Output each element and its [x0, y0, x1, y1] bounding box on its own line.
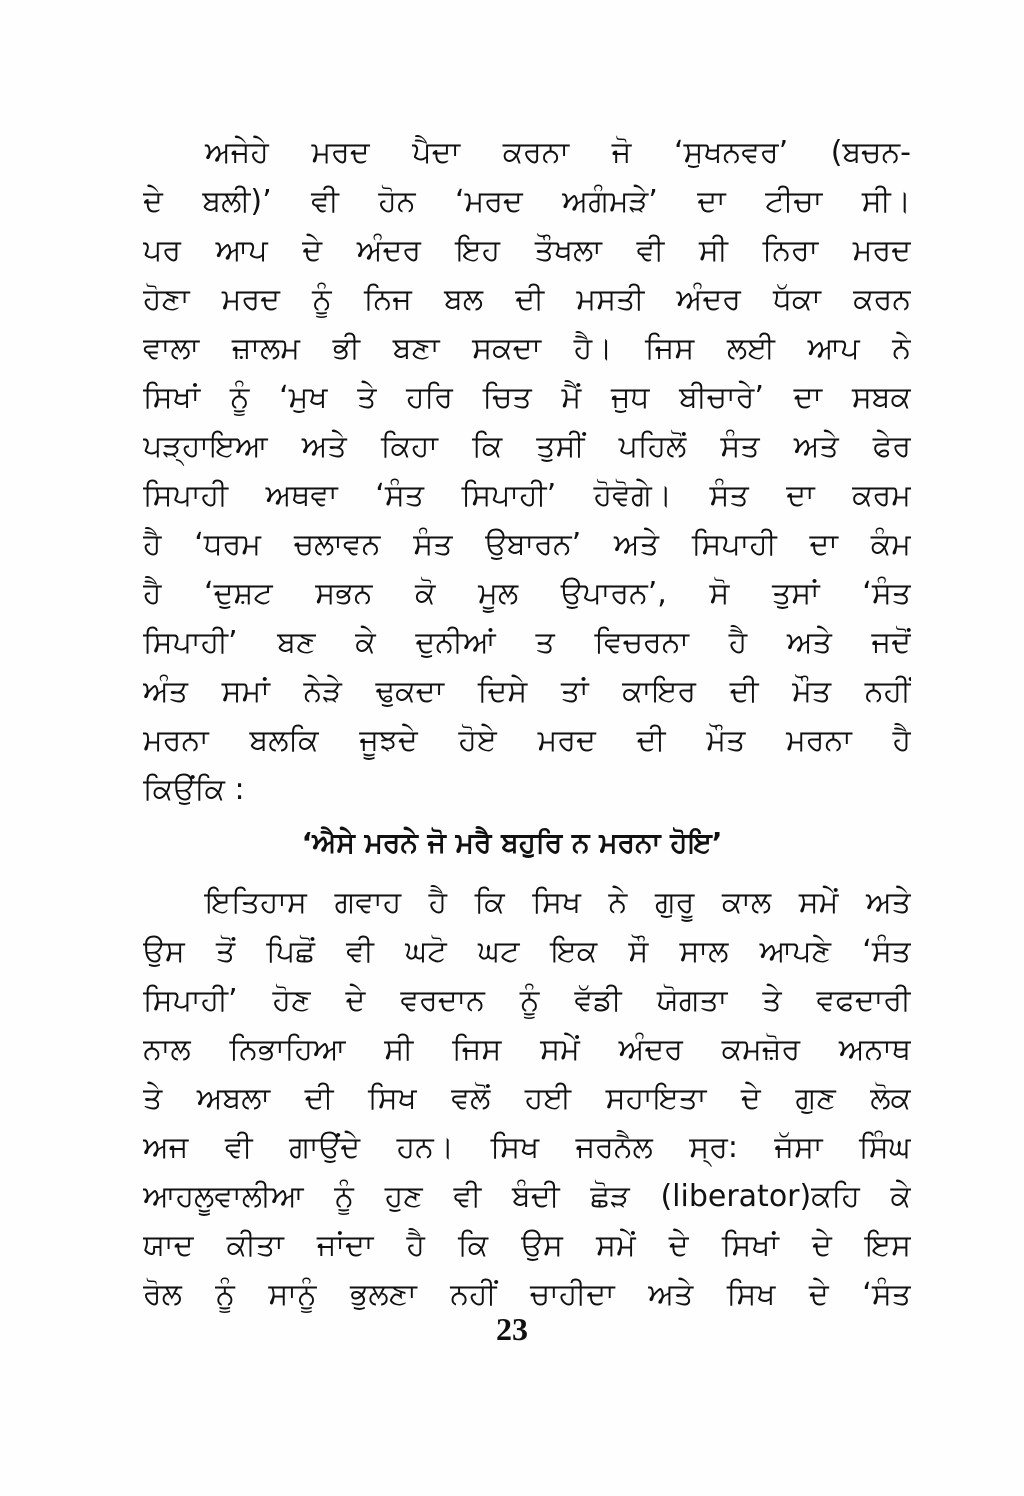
paragraph-1-line: ਪੜ੍ਹਾਇਆ ਅਤੇ ਕਿਹਾ ਕਿ ਤੁਸੀਂ ਪਹਿਲੋਂ ਸੰਤ ਅਤੇ ਫੇਰ: [143, 429, 911, 464]
paragraph-1-line: ਦੇ ਬਲੀ)’ ਵੀ ਹੋਨ ‘ਮਰਦ ਅਗੰਮੜੇ’ ਦਾ ਟੀਚਾ ਸੀ।: [143, 184, 911, 219]
page-number: 23: [496, 1311, 528, 1347]
paragraph-2: [143, 878, 911, 1319]
paragraph-2-line: ਆਹਲੂਵਾਲੀਆ ਨੂੰ ਹੁਣ ਵੀ ਬੰਦੀ ਛੋੜ (liberator)ਕਹਿ ਕੇ: [143, 1179, 911, 1214]
paragraph-1-line: ਸਿਪਾਹੀ ਅਥਵਾ ‘ਸੰਤ ਸਿਪਾਹੀ’ ਹੋਵੋਗੇ। ਸੰਤ ਦਾ ਕਰਮ: [143, 478, 911, 513]
paragraph-1: [143, 128, 911, 814]
quotation: ‘ਐਸੇ ਮਰਨੇ ਜੋ ਮਰੈ ਬਹੁਰਿ ਨ ਮਰਨਾ ਹੋਇ’: [301, 826, 723, 859]
paragraph-2-line: ਇਤਿਹਾਸ ਗਵਾਹ ਹੈ ਕਿ ਸਿਖ ਨੇ ਗੁਰੂ ਕਾਲ ਸਮੇਂ ਅਤੇ: [205, 885, 911, 920]
paragraph-1-line: ਹੈ ‘ਦੁਸ਼ਟ ਸਭਨ ਕੋ ਮੂਲ ਉਪਾਰਨ’, ਸੋ ਤੁਸਾਂ ‘ਸੰਤ: [143, 576, 911, 611]
paragraph-2-line: ਤੇ ਅਬਲਾ ਦੀ ਸਿਖ ਵਲੋਂ ਹਈ ਸਹਾਇਤਾ ਦੇ ਗੁਣ ਲੋਕ: [143, 1081, 911, 1116]
paragraph-1-line: ਅਜੇਹੇ ਮਰਦ ਪੈਦਾ ਕਰਨਾ ਜੋ ‘ਸੁਖਨਵਰ’ (ਬਚਨ-: [205, 135, 911, 170]
paragraph-1-line: ਕਿਉਂਕਿ :: [143, 772, 245, 807]
paragraph-1-line: ਸਿਖਾਂ ਨੂੰ ‘ਮੁਖ ਤੇ ਹਰਿ ਚਿਤ ਮੈਂ ਜੁਧ ਬੀਚਾਰੇ’ ਦਾ ਸਬਕ: [143, 380, 911, 415]
paragraph-2-line: ਅਜ ਵੀ ਗਾਉਂਦੇ ਹਨ। ਸਿਖ ਜਰਨੈਲ ਸ੍ਰ: ਜੱਸਾ ਸਿੰਘ: [143, 1130, 911, 1165]
paragraph-2-line: ਉਸ ਤੋਂ ਪਿਛੋਂ ਵੀ ਘਟੋ ਘਟ ਇਕ ਸੌ ਸਾਲ ਆਪਣੇ ‘ਸੰਤ: [143, 934, 911, 969]
paragraph-1-line: ਪਰ ਆਪ ਦੇ ਅੰਦਰ ਇਹ ਤੌਖਲਾ ਵੀ ਸੀ ਨਿਰਾ ਮਰਦ: [143, 233, 911, 268]
paragraph-1-line: ਅੰਤ ਸਮਾਂ ਨੇੜੇ ਢੁਕਦਾ ਦਿਸੇ ਤਾਂ ਕਾਇਰ ਦੀ ਮੌਤ ਨਹੀਂ: [143, 674, 911, 709]
paragraph-1-line: ਹੋਣਾ ਮਰਦ ਨੂੰ ਨਿਜ ਬਲ ਦੀ ਮਸਤੀ ਅੰਦਰ ਧੱਕਾ ਕਰਨ: [143, 282, 911, 317]
paragraph-2-line: ਯਾਦ ਕੀਤਾ ਜਾਂਦਾ ਹੈ ਕਿ ਉਸ ਸਮੇਂ ਦੇ ਸਿਖਾਂ ਦੇ ਇਸ: [143, 1228, 911, 1263]
paragraph-1-line: ਸਿਪਾਹੀ’ ਬਣ ਕੇ ਦੁਨੀਆਂ ਤ ਵਿਚਰਨਾ ਹੈ ਅਤੇ ਜਦੋਂ: [143, 625, 911, 660]
paragraph-1-line: ਹੈ ‘ਧਰਮ ਚਲਾਵਨ ਸੰਤ ਉਬਾਰਨ’ ਅਤੇ ਸਿਪਾਹੀ ਦਾ ਕੰਮ: [143, 527, 911, 562]
paragraph-1-line: ਵਾਲਾ ਜ਼ਾਲਮ ਭੀ ਬਣਾ ਸਕਦਾ ਹੈ। ਜਿਸ ਲਈ ਆਪ ਨੇ: [143, 331, 911, 366]
paragraph-2-line: ਸਿਪਾਹੀ’ ਹੋਣ ਦੇ ਵਰਦਾਨ ਨੂੰ ਵੱਡੀ ਯੋਗਤਾ ਤੇ ਵਫਦਾਰੀ: [143, 983, 911, 1018]
paragraph-1-line: ਮਰਨਾ ਬਲਕਿ ਜੂਝਦੇ ਹੋਏ ਮਰਦ ਦੀ ਮੌਤ ਮਰਨਾ ਹੈ: [143, 723, 911, 758]
paragraph-2-line: ਰੋਲ ਨੂੰ ਸਾਨੂੰ ਭੁਲਣਾ ਨਹੀਂ ਚਾਹੀਦਾ ਅਤੇ ਸਿਖ ਦੇ ‘ਸੰਤ: [143, 1277, 911, 1312]
paragraph-2-line: ਨਾਲ ਨਿਭਾਹਿਆ ਸੀ ਜਿਸ ਸਮੇਂ ਅੰਦਰ ਕਮਜ਼ੋਰ ਅਨਾਥ: [143, 1032, 911, 1067]
